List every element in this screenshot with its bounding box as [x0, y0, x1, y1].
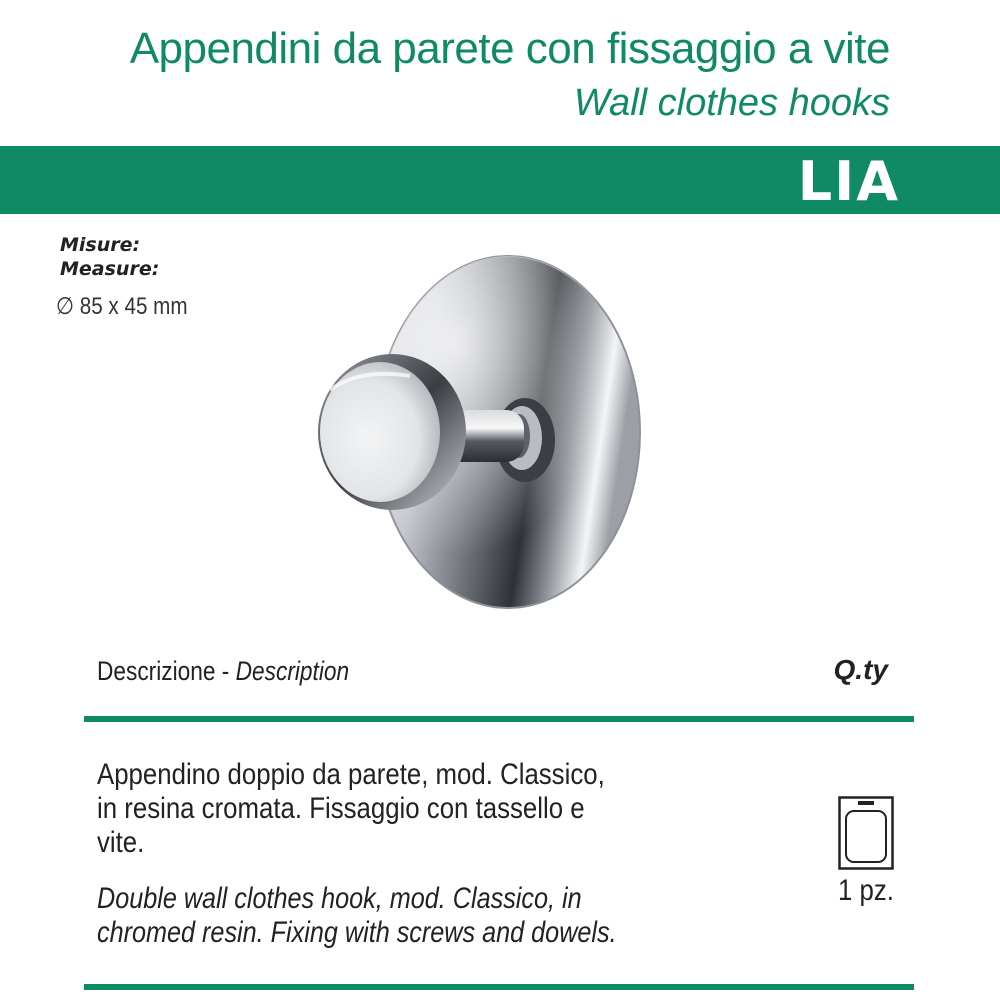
footer-divider	[84, 984, 914, 990]
quantity-value: 1 pz.	[838, 874, 894, 907]
description-header-english: Description	[235, 656, 350, 686]
product-name: LIA	[797, 150, 900, 213]
measures-value: ∅ 85 x 45 mm	[56, 293, 188, 320]
title-english: Wall clothes hooks	[573, 82, 890, 124]
blister-pack-icon	[838, 796, 894, 870]
quantity-header: Q.ty	[833, 654, 888, 685]
header-divider	[84, 716, 914, 722]
description-header-italian: Descrizione	[97, 656, 216, 686]
title-italian: Appendini da parete con fissaggio a vite	[129, 24, 890, 73]
description-header-separator: -	[215, 656, 236, 686]
measures-label-english: Measure:	[60, 258, 160, 280]
chrome-round-wall-hook-photo	[300, 250, 660, 630]
description-header	[97, 656, 349, 687]
description-italian: Appendino doppio da parete, mod. Classico, in resina cromata. Fissaggio con tassello e vite.	[97, 758, 605, 859]
product-name-band	[0, 146, 1000, 214]
description-english: Double wall clothes hook, mod. Classico, in chromed resin. Fixing with screws and dowels.	[97, 882, 617, 949]
measures-label-italian: Misure:	[60, 234, 141, 256]
